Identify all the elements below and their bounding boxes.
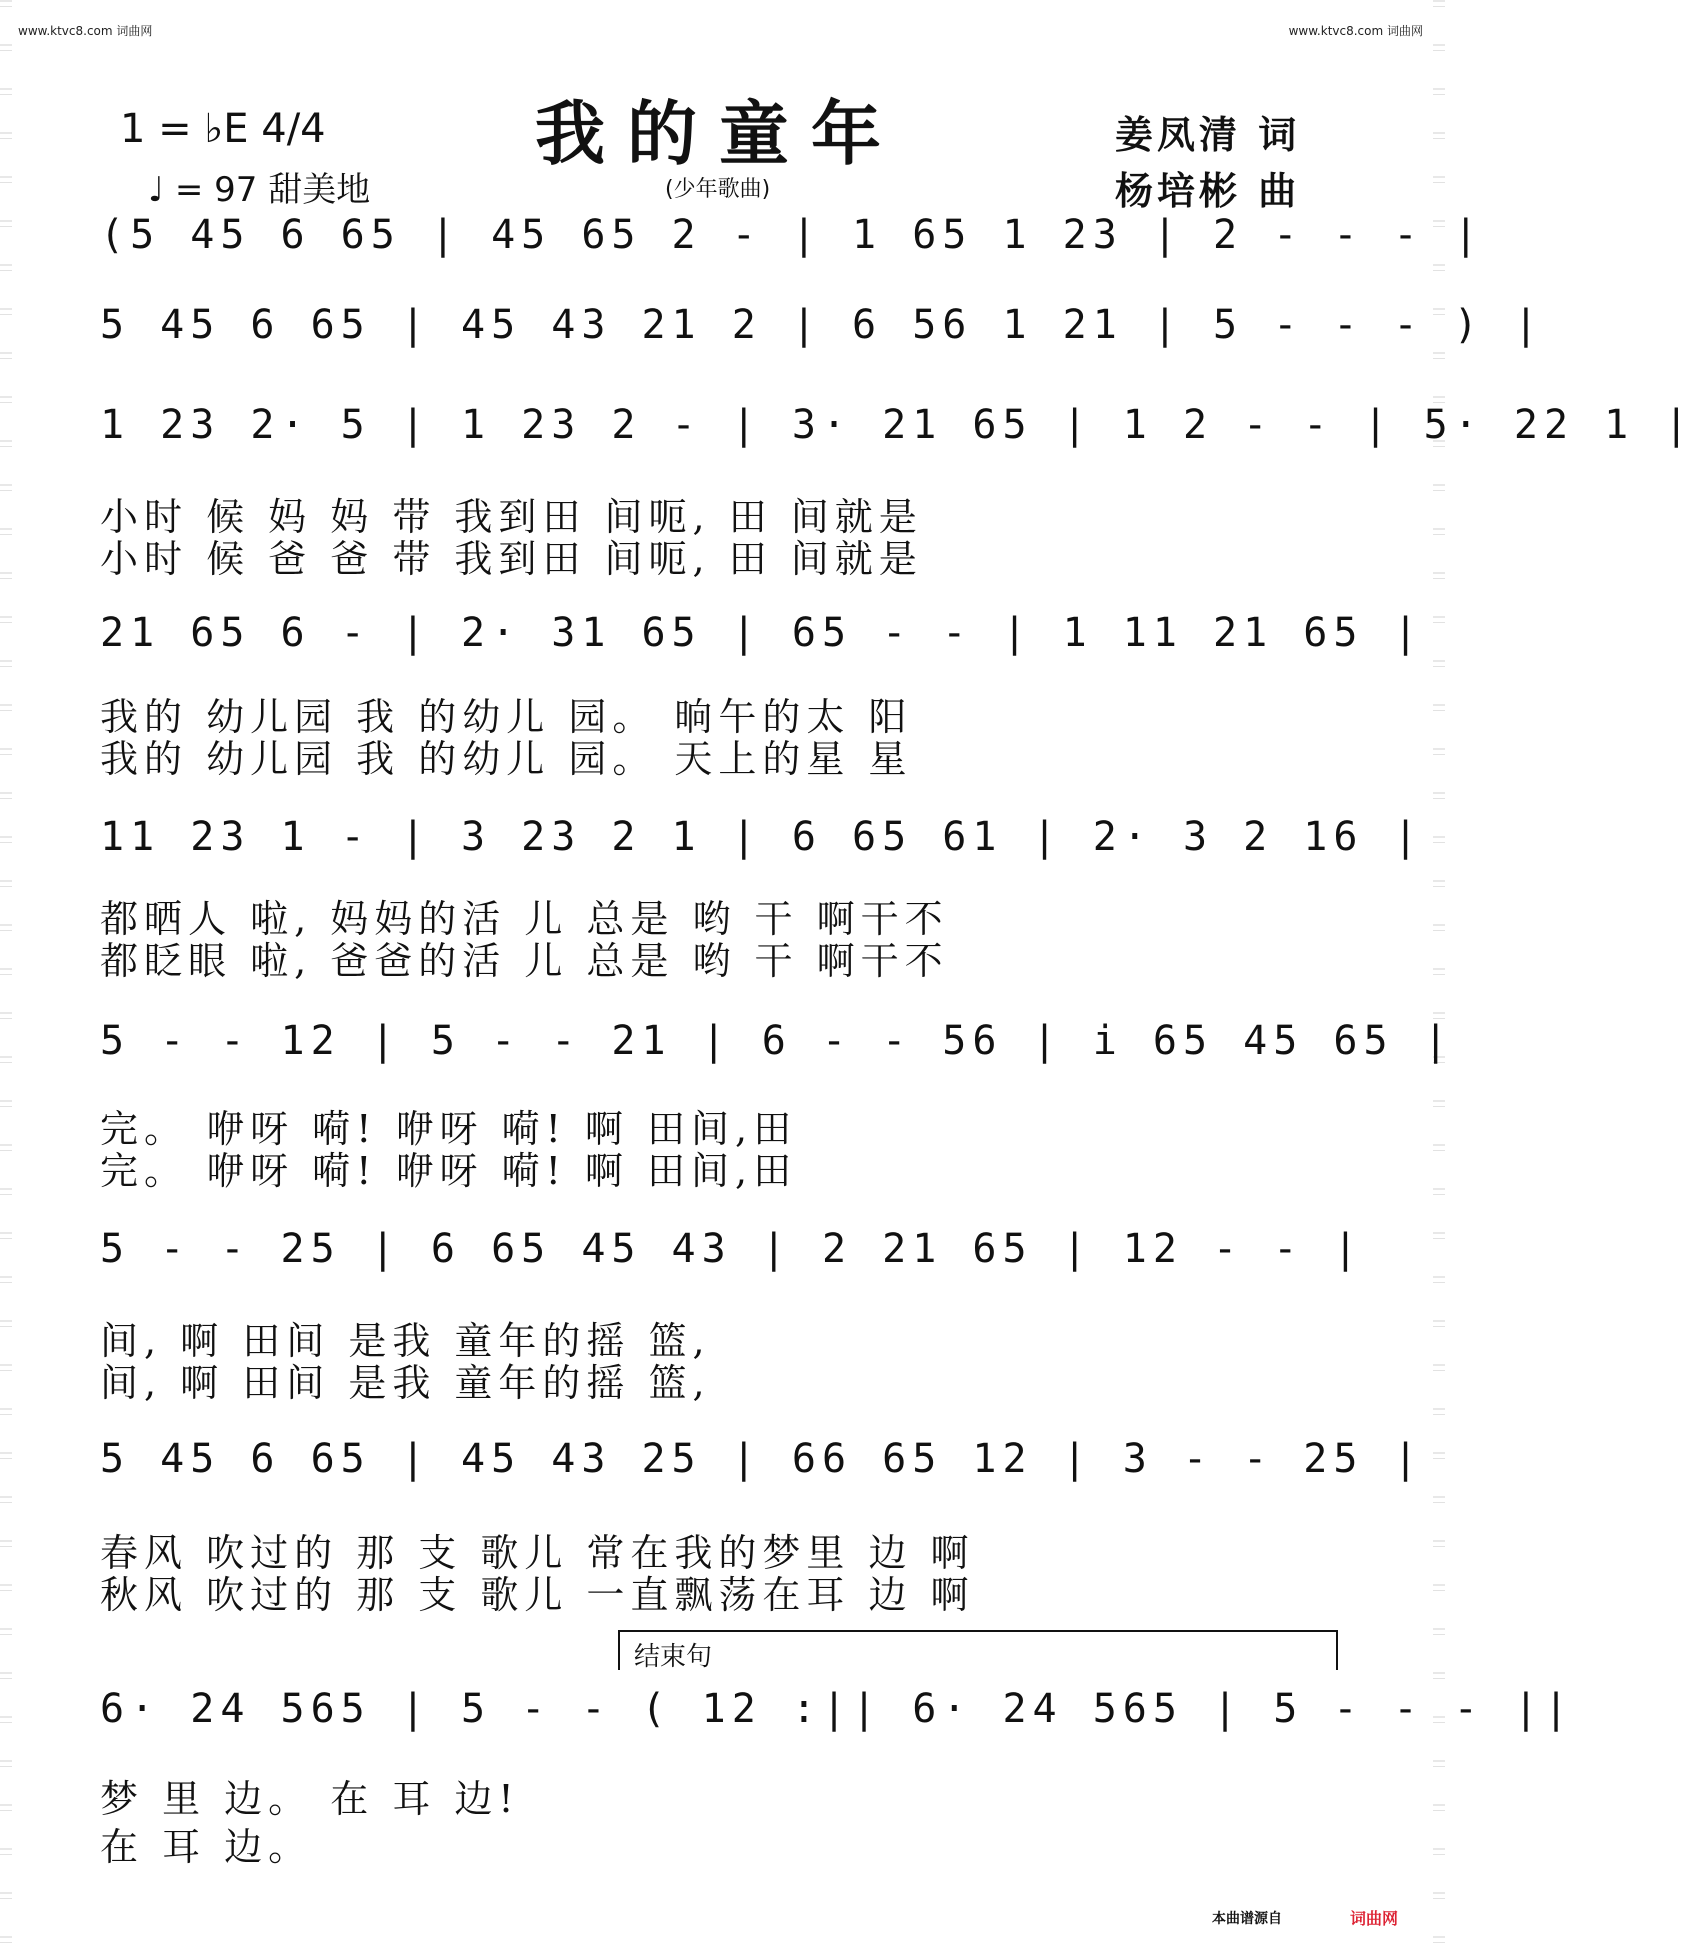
lyrics-line-3-verse-2: 小时 候 爸 爸 带 我到田 间呃, 田 间就是 bbox=[100, 537, 923, 581]
right-watermark-strip bbox=[1433, 0, 1445, 1954]
footer-brand: 词曲网 bbox=[1350, 1909, 1399, 1928]
key-signature: 1 = ♭E 4/4 bbox=[120, 106, 326, 152]
lyrics-line-3-verse-1: 小时 候 妈 妈 带 我到田 间呃, 田 间就是 bbox=[100, 495, 923, 539]
footer-source: 本曲谱源自 bbox=[1212, 1911, 1282, 1927]
subtitle: (少年歌曲) bbox=[665, 177, 771, 202]
notes-line-8: 5 45 6 65 | 45 43 25 | 66 65 12 | 3 - - 25 | bbox=[100, 1436, 1424, 1482]
left-watermark-strip bbox=[0, 0, 12, 1954]
lyrics-line-6-verse-2: 完。 咿呀 嗬! 咿呀 嗬! 啊 田间,田 bbox=[100, 1149, 798, 1193]
lyrics-line-7-verse-1: 间, 啊 田间 是我 童年的摇 篮, bbox=[100, 1319, 711, 1363]
lyrics-line-4-verse-1: 我的 幼儿园 我 的幼儿 园。 晌午的太 阳 bbox=[100, 695, 913, 739]
tempo-marking: ♩ = 97 甜美地 bbox=[148, 170, 371, 210]
ending-bracket bbox=[618, 1630, 1338, 1670]
lyricist-credit: 姜凤清 词 bbox=[1115, 113, 1301, 157]
notes-line-2: 5 45 6 65 | 45 43 21 2 | 6 56 1 21 | 5 - - - ) | bbox=[100, 302, 1544, 348]
notes-line-3: 1 23 2· 5 | 1 23 2 - | 3· 21 65 | 1 2 - - | 5· 22 1 | bbox=[100, 402, 1694, 448]
notes-line-4: 21 65 6 - | 2· 31 65 | 65 - - | 1 11 21 65 | bbox=[100, 610, 1424, 656]
lyrics-line-5-verse-1: 都晒人 啦, 妈妈的活 儿 总是 哟 干 啊干不 bbox=[100, 897, 949, 941]
page-title: 我的童年 bbox=[535, 92, 903, 175]
lyrics-line-8-verse-2: 秋风 吹过的 那 支 歌儿 一直飘荡在耳 边 啊 bbox=[100, 1573, 975, 1617]
lyrics-line-7-verse-2: 间, 啊 田间 是我 童年的摇 篮, bbox=[100, 1361, 711, 1405]
lyrics-line-5-verse-2: 都眨眼 啦, 爸爸的活 儿 总是 哟 干 啊干不 bbox=[100, 939, 949, 983]
notes-line-7: 5 - - 25 | 6 65 45 43 | 2 21 65 | 12 - - | bbox=[100, 1226, 1364, 1272]
lyrics-line-9-verse-2: 在 耳 边。 bbox=[100, 1825, 313, 1869]
ending-label: 结束句 bbox=[634, 1642, 713, 1672]
notes-line-5: 11 23 1 - | 3 23 2 1 | 6 65 61 | 2· 3 2 16 | bbox=[100, 814, 1424, 860]
lyrics-line-6-verse-1: 完。 咿呀 嗬! 咿呀 嗬! 啊 田间,田 bbox=[100, 1107, 798, 1151]
notes-line-1: (5 45 6 65 | 45 65 2 - | 1 65 1 23 | 2 - - - | bbox=[100, 212, 1484, 258]
notes-line-6: 5 - - 12 | 5 - - 21 | 6 - - 56 | i 65 45 65 | bbox=[100, 1018, 1454, 1064]
lyrics-line-9-verse-1: 梦 里 边。 在 耳 边! bbox=[100, 1777, 520, 1821]
lyrics-line-8-verse-1: 春风 吹过的 那 支 歌儿 常在我的梦里 边 啊 bbox=[100, 1531, 975, 1575]
composer-credit: 杨培彬 曲 bbox=[1115, 169, 1301, 213]
lyrics-line-4-verse-2: 我的 幼儿园 我 的幼儿 园。 天上的星 星 bbox=[100, 737, 913, 781]
site-url-right: www.ktvc8.com 词曲网 bbox=[1288, 24, 1423, 38]
notes-line-9: 6· 24 565 | 5 - - ( 12 :|| 6· 24 565 | 5 - - - || bbox=[100, 1686, 1575, 1732]
site-url-left: www.ktvc8.com 词曲网 bbox=[18, 24, 153, 38]
